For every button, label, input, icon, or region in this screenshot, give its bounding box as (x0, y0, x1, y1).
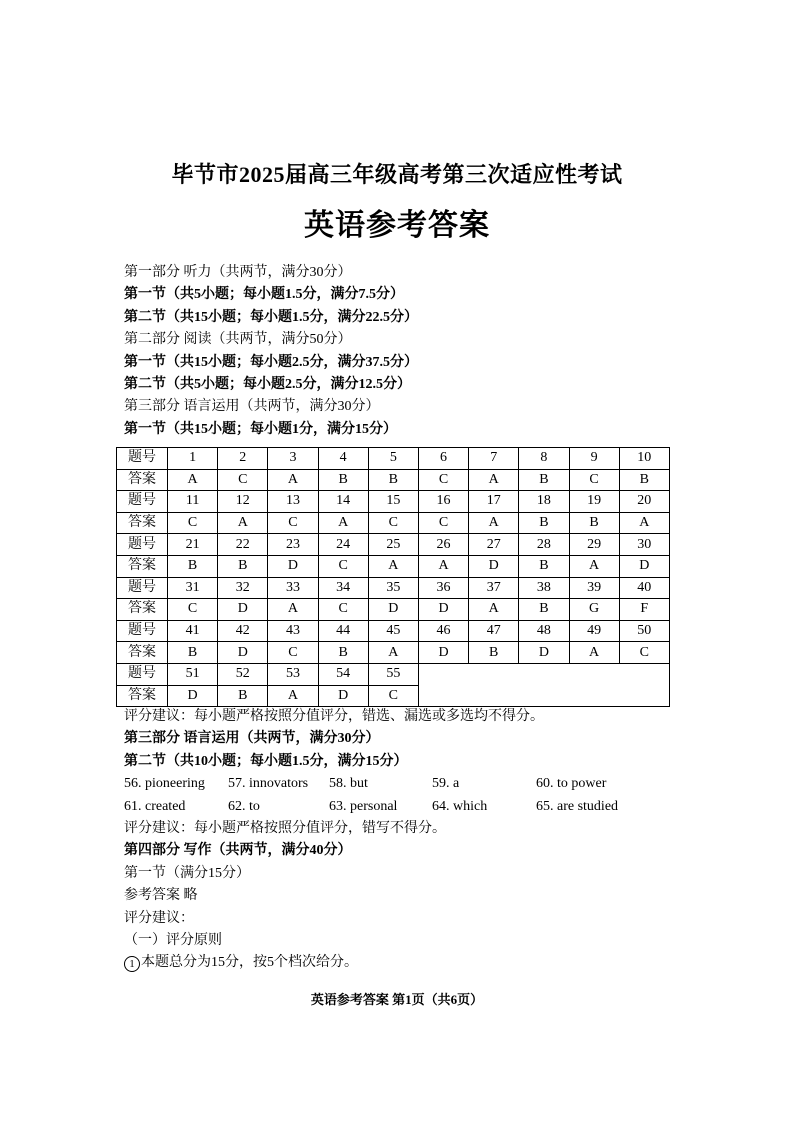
question-number-cell: 26 (418, 534, 468, 556)
page-footer: 英语参考答案 第1页（共6页） (310, 992, 484, 1007)
part1-heading: 第一部分 听力（共两节，满分30分） (124, 265, 352, 280)
part3-section1: 第一节（共15小题；每小题1分，满分15分） (124, 421, 397, 437)
part2-heading: 第二部分 阅读（共两节，满分50分） (124, 332, 352, 348)
part3-heading-repeat: 第三部分 语言运用（共两节，满分30分） (124, 731, 380, 747)
answer-cell: A (268, 469, 318, 491)
answer-cell: C (418, 469, 468, 491)
question-number-cell: 25 (368, 534, 418, 556)
fill-answer: 56. pioneering (124, 776, 205, 792)
question-number-cell: 17 (469, 491, 519, 513)
question-number-cell: 33 (268, 577, 318, 599)
answer-cell: B (168, 642, 218, 664)
question-number-cell: 14 (318, 491, 368, 513)
answer-cell: A (569, 555, 619, 577)
answer-cell: C (569, 469, 619, 491)
question-label-cell: 题号 (117, 577, 168, 599)
answer-cell: G (569, 599, 619, 621)
answer-cell: A (469, 599, 519, 621)
question-number-cell: 18 (519, 491, 569, 513)
question-number-cell: 21 (168, 534, 218, 556)
answer-row (117, 599, 670, 621)
answer-label-cell: 答案 (117, 685, 168, 707)
question-label-cell: 题号 (117, 448, 168, 470)
question-number-cell: 1 (168, 448, 218, 470)
answer-table (116, 447, 670, 707)
question-number-cell: 31 (168, 577, 218, 599)
question-number-cell: 2 (218, 448, 268, 470)
answer-cell: D (218, 599, 268, 621)
question-number-cell: 10 (619, 448, 669, 470)
answer-label-cell: 答案 (117, 642, 168, 664)
part2-section1: 第一节（共15小题；每小题2.5分，满分37.5分） (124, 354, 418, 370)
answer-cell: B (519, 512, 569, 534)
fill-answer: 58. but (329, 776, 368, 792)
fill-answer: 64. which (432, 798, 488, 814)
rule-1 (124, 952, 704, 974)
fill-answer: 59. a (432, 776, 460, 792)
answer-cell: D (619, 555, 669, 577)
answer-cell: A (218, 512, 268, 534)
fill-answer: 60. to power (536, 776, 607, 792)
answer-cell: A (619, 512, 669, 534)
fill-answers-row-1 (124, 773, 704, 795)
question-number-cell: 49 (569, 620, 619, 642)
answer-cell: A (368, 642, 418, 664)
question-number-cell: 54 (318, 663, 368, 685)
answer-cell: A (469, 512, 519, 534)
answer-cell: C (168, 512, 218, 534)
part3-heading: 第三部分 语言运用（共两节，满分30分） (124, 399, 380, 415)
answer-cell: D (519, 642, 569, 664)
scoring-note-2: 评分建议：每小题严格按照分值评分，错写不得分。 (124, 820, 446, 836)
answer-cell: A (368, 555, 418, 577)
answer-cell: C (368, 512, 418, 534)
answer-row (117, 555, 670, 577)
answer-cell: C (418, 512, 468, 534)
question-label-cell: 题号 (117, 491, 168, 513)
exam-title: 毕节市2025届高三年级高考第三次适应性考试 (171, 162, 623, 187)
answer-cell: A (268, 685, 318, 707)
answer-cell: A (268, 599, 318, 621)
question-number-cell: 28 (519, 534, 569, 556)
answer-cell: B (519, 555, 569, 577)
fill-answer: 63. personal (329, 798, 398, 814)
fill-answer: 61. created (124, 798, 186, 814)
answer-cell: A (569, 642, 619, 664)
question-number-cell: 12 (218, 491, 268, 513)
question-number-cell: 38 (519, 577, 569, 599)
reference-answer: 参考答案 略 (124, 888, 198, 904)
question-number-cell: 30 (619, 534, 669, 556)
answer-cell: B (619, 469, 669, 491)
answer-cell: B (218, 555, 268, 577)
circled-number: 1 (124, 956, 140, 972)
answer-cell: B (569, 512, 619, 534)
question-number-cell: 34 (318, 577, 368, 599)
rule-1-text: 本题总分为15分，按5个档次给分。 (141, 955, 358, 971)
question-number-cell: 13 (268, 491, 318, 513)
question-number-row (117, 577, 670, 599)
answer-cell: C (218, 469, 268, 491)
part1-section1: 第一节（共5小题；每小题1.5分，满分7.5分） (124, 287, 404, 303)
question-number-cell: 40 (619, 577, 669, 599)
question-number-cell: 15 (368, 491, 418, 513)
answer-label-cell: 答案 (117, 555, 168, 577)
question-label-cell: 题号 (117, 663, 168, 685)
part3-section2: 第二节（共10小题；每小题1.5分，满分15分） (124, 753, 408, 769)
question-number-cell: 20 (619, 491, 669, 513)
question-number-cell: 29 (569, 534, 619, 556)
answer-cell: D (268, 555, 318, 577)
answer-cell: D (318, 685, 368, 707)
question-number-cell: 4 (318, 448, 368, 470)
part2-section2: 第二节（共5小题；每小题2.5分，满分12.5分） (124, 376, 411, 392)
answer-cell: D (168, 685, 218, 707)
question-number-cell: 51 (168, 663, 218, 685)
question-number-cell: 46 (418, 620, 468, 642)
question-number-cell: 39 (569, 577, 619, 599)
question-number-cell: 37 (469, 577, 519, 599)
question-number-row (117, 534, 670, 556)
question-number-row (117, 620, 670, 642)
fill-answer: 62. to (228, 798, 260, 814)
answer-cell: B (368, 469, 418, 491)
question-number-cell: 50 (619, 620, 669, 642)
empty-cell (418, 663, 669, 706)
answer-cell: B (318, 469, 368, 491)
question-number-cell: 8 (519, 448, 569, 470)
answer-cell: C (268, 512, 318, 534)
question-number-cell: 3 (268, 448, 318, 470)
answer-cell: D (368, 599, 418, 621)
answer-cell: D (418, 599, 468, 621)
question-number-cell: 47 (469, 620, 519, 642)
document-title: 英语参考答案 (304, 209, 490, 242)
answer-cell: A (418, 555, 468, 577)
question-number-cell: 36 (418, 577, 468, 599)
part1-section2: 第二节（共15小题；每小题1.5分，满分22.5分） (124, 309, 418, 325)
fill-answers-row-2 (124, 796, 704, 818)
question-label-cell: 题号 (117, 534, 168, 556)
question-number-cell: 55 (368, 663, 418, 685)
question-number-cell: 6 (418, 448, 468, 470)
answer-cell: D (218, 642, 268, 664)
question-number-cell: 32 (218, 577, 268, 599)
answer-cell: A (168, 469, 218, 491)
question-number-cell: 5 (368, 448, 418, 470)
question-number-row (117, 491, 670, 513)
question-number-cell: 42 (218, 620, 268, 642)
answer-label-cell: 答案 (117, 512, 168, 534)
answer-cell: B (318, 642, 368, 664)
answer-cell: D (469, 555, 519, 577)
question-number-cell: 48 (519, 620, 569, 642)
answer-cell: F (619, 599, 669, 621)
answer-cell: B (469, 642, 519, 664)
question-number-cell: 9 (569, 448, 619, 470)
question-number-cell: 44 (318, 620, 368, 642)
answer-cell: C (268, 642, 318, 664)
question-number-cell: 45 (368, 620, 418, 642)
answer-cell: D (418, 642, 468, 664)
answer-cell: B (519, 599, 569, 621)
part4-section1: 第一节（满分15分） (124, 865, 250, 881)
question-number-row (117, 663, 670, 685)
answer-cell: C (168, 599, 218, 621)
scoring-label: 评分建议： (124, 910, 194, 926)
answer-label-cell: 答案 (117, 599, 168, 621)
question-number-cell: 43 (268, 620, 318, 642)
question-number-cell: 27 (469, 534, 519, 556)
answer-row (117, 469, 670, 491)
part4-heading: 第四部分 写作（共两节，满分40分） (124, 843, 352, 859)
answer-cell: B (168, 555, 218, 577)
fill-answer: 65. are studied (536, 798, 619, 814)
answer-row (117, 512, 670, 534)
question-label-cell: 题号 (117, 620, 168, 642)
answer-cell: A (469, 469, 519, 491)
question-number-cell: 52 (218, 663, 268, 685)
question-number-cell: 24 (318, 534, 368, 556)
question-number-cell: 41 (168, 620, 218, 642)
question-number-cell: 35 (368, 577, 418, 599)
scoring-principle: （一）评分原则 (124, 932, 222, 948)
section-headings (124, 262, 684, 441)
answer-cell: C (619, 642, 669, 664)
question-number-cell: 22 (218, 534, 268, 556)
answer-cell: C (318, 599, 368, 621)
scoring-note-1: 评分建议：每小题严格按照分值评分，错选、漏选或多选均不得分。 (124, 709, 544, 724)
answer-cell: A (318, 512, 368, 534)
question-number-cell: 16 (418, 491, 468, 513)
after-table-content (124, 706, 704, 975)
question-number-cell: 19 (569, 491, 619, 513)
answer-cell: B (218, 685, 268, 707)
answer-row (117, 642, 670, 664)
answer-label-cell: 答案 (117, 469, 168, 491)
question-number-cell: 53 (268, 663, 318, 685)
answer-cell: C (318, 555, 368, 577)
question-number-cell: 11 (168, 491, 218, 513)
question-number-cell: 23 (268, 534, 318, 556)
question-number-row (117, 448, 670, 470)
fill-answer: 57. innovators (228, 776, 309, 792)
answer-cell: C (368, 685, 418, 707)
question-number-cell: 7 (469, 448, 519, 470)
answer-cell: B (519, 469, 569, 491)
